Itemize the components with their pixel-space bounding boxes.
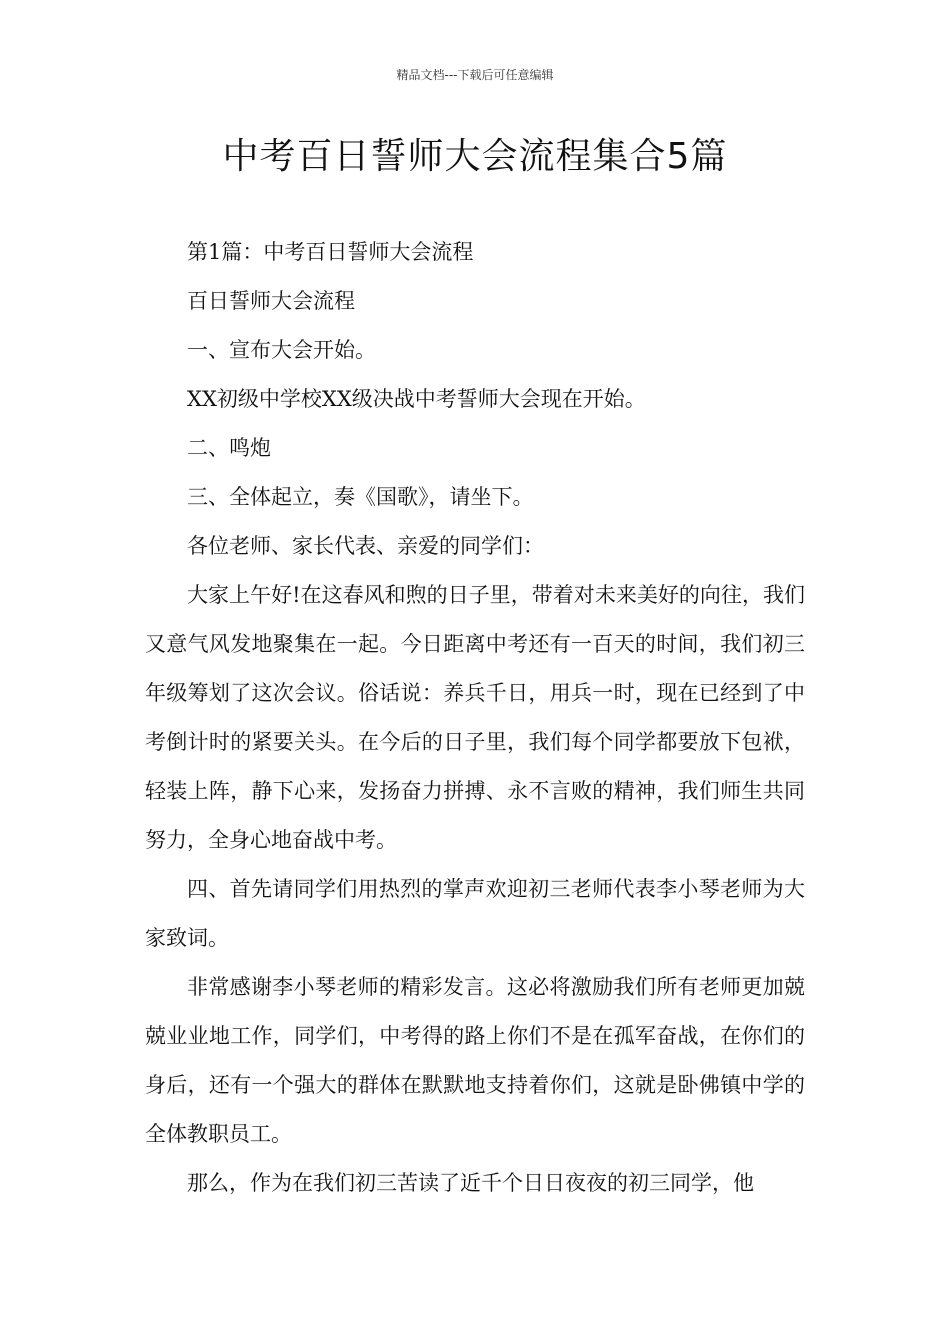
paragraph: 百日誓师大会流程 [187,289,355,313]
paragraph: 一、宣布大会开始。 [187,338,376,362]
paragraph: 第1篇：中考百日誓师大会流程 [187,240,474,264]
paragraph: 非常感谢李小琴老师的精彩发言。这必将激励我们所有老师更加兢兢业业地工作，同学们，中考得的路上你们不是在孤军奋战，在你们的身后，还有一个强大的群体在默默地支持着你们，这就是卧佛镇中学的全体教职员工。 [145,975,805,1146]
document-body [145,228,805,1208]
paragraph: 四、首先请同学们用热烈的掌声欢迎初三老师代表李小琴老师为大家致词。 [145,877,805,950]
document-title: 中考百日誓师大会流程集合5篇 [222,136,728,177]
paragraph: 大家上午好!在这春风和煦的日子里，带着对未来美好的向往，我们又意气风发地聚集在一起。今日距离中考还有一百天的时间，我们初三年级筹划了这次会议。俗话说：养兵千日，用兵一时，现在已经到了中考倒计时的紧要关头。在今后的日子里，我们每个同学都要放下包袱，轻装上阵，静下心来，发扬奋力拼搏、永不言败的精神，我们师生共同努力，全身心地奋战中考。 [145,583,805,852]
paragraph: 三、全体起立，奏《国歌》，请坐下。 [187,485,534,509]
paragraph: 各位老师、家长代表、亲爱的同学们： [187,534,544,558]
paragraph: XX初级中学校XX级决战中考誓师大会现在开始。 [187,387,646,411]
paragraph: 二、鸣炮 [187,436,271,460]
header-note: 精品文档---下载后可任意编辑 [396,68,554,82]
paragraph: 那么，作为在我们初三苦读了近千个日日夜夜的初三同学，他 [187,1171,754,1195]
